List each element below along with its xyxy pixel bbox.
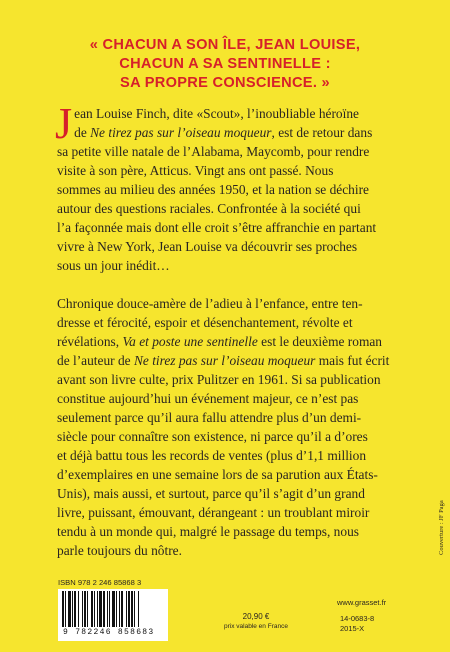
barcode-bar [128,591,130,627]
barcode-bar [72,591,73,627]
publisher-codes [340,614,374,634]
barcode-bars [58,589,168,629]
book-title: Ne tirez pas sur l’oiseau moqueur [90,125,272,140]
text-line: ean Louise Finch, dite «Scout», l’inoubliable héroïne [74,106,359,121]
barcode-bar [126,591,127,627]
text-line: Unis), mais aussi, et surtout, parce qu’il s’agit d’un grand [57,486,365,501]
price: 20,90 € [242,612,270,621]
drop-cap: J [55,99,73,148]
text-line: constitue aujourd’hui un événement majeur, ce n’est pas [57,391,359,406]
summary-paragraph-2 [57,294,396,560]
text-line: autour des questions raciales. Confrontée à la société qui [57,201,361,216]
text-line: sommes au milieu des années 1950, et la nation se déchire [57,182,369,197]
text-line: sa petite ville natale de l’Alabama, Maycomb, pour rendre [57,144,370,159]
text-line: Chronique douce-amère de l’adieu à l’enfance, entre ten- [57,296,363,311]
barcode-bar [103,591,105,627]
barcode-bar [87,591,88,627]
barcode-bar [94,591,95,627]
barcode-bar [78,591,79,627]
text-line: de l’auteur de Ne tirez pas sur l’oiseau moqueur mais fut écrit [57,353,390,368]
quote-line: « CHACUN A SON ÎLE, JEAN LOUISE, [89,37,361,53]
text-line: visite à son père, Atticus. Vingt ans ont passé. Nous [57,163,334,178]
barcode-digits: 9 782246 858683 [63,628,155,637]
barcode-bar [65,591,66,627]
code-line: 2015-X [340,624,365,633]
isbn-label: ISBN 978 2 246 85868 3 [58,578,142,587]
text-line: livre, puissant, émouvant, dérangeant : un troublant miroir [57,505,370,520]
pull-quote [30,36,420,93]
barcode-bar [91,591,93,627]
quote-line: CHACUN A SA SENTINELLE : [119,56,331,72]
quote-line: SA PROPRE CONSCIENCE. » [120,75,330,91]
barcode-bar [97,591,98,627]
barcode-bar [84,591,86,627]
text-line: de Ne tirez pas sur l’oiseau moqueur, est de retour dans [74,125,373,140]
barcode-bar [62,591,64,627]
text-line: seulement parce qu’il aura fallu attendre plus d’un demi- [57,410,362,425]
barcode-bar [99,591,102,627]
barcode-bar [112,591,115,627]
code-line: 14-0683-8 [340,614,375,623]
text-line: parle toujours du nôtre. [57,543,182,558]
text-line: dresse et férocité, espoir et désenchantement, révolte et [57,315,353,330]
cover-credit: Couverture : JF Paga [438,500,445,555]
barcode-bar [107,591,108,627]
barcode-bar [82,591,83,627]
text-line: sous un jour inédit… [57,258,170,273]
barcode-bar [116,591,117,627]
barcode-bar [134,591,135,627]
book-title: Va et poste une sentinelle [122,334,258,349]
price-block [224,612,288,632]
text-line: avant son livre culte, prix Pulitzer en 1961. Si sa publication [57,372,381,387]
summary-paragraph-1 [55,99,396,275]
barcode-bar [68,591,71,627]
text-line: tendu à un monde qui, malgré le passage du temps, nous [57,524,359,539]
barcode-bar [74,591,76,627]
publisher-website: www.grasset.fr [337,598,387,607]
text-line: révélations, Va et poste une sentinelle est le deuxième roman [57,334,383,349]
text-line: l’a façonnée mais dont elle croit s’être affranchie en partant [57,220,377,235]
barcode-bar [131,591,133,627]
barcode-bar [109,591,110,627]
text-line: vivre à New York, Jean Louise va découvrir ses proches [57,239,358,254]
text-line: d’exemplaires en une semaine lors de sa parution aux États- [57,467,378,482]
text-line: et déjà battu tous les records de ventes (plus d’1,1 million [57,448,367,463]
barcode-bar [121,591,123,627]
barcode-bar [119,591,120,627]
text-line: siècle pour connaître son existence, ni parce qu’il a d’ores [57,429,368,444]
barcode-bar [138,591,139,627]
book-title: Ne tirez pas sur l’oiseau moqueur [133,353,316,368]
price-note: prix valable en France [224,623,288,630]
